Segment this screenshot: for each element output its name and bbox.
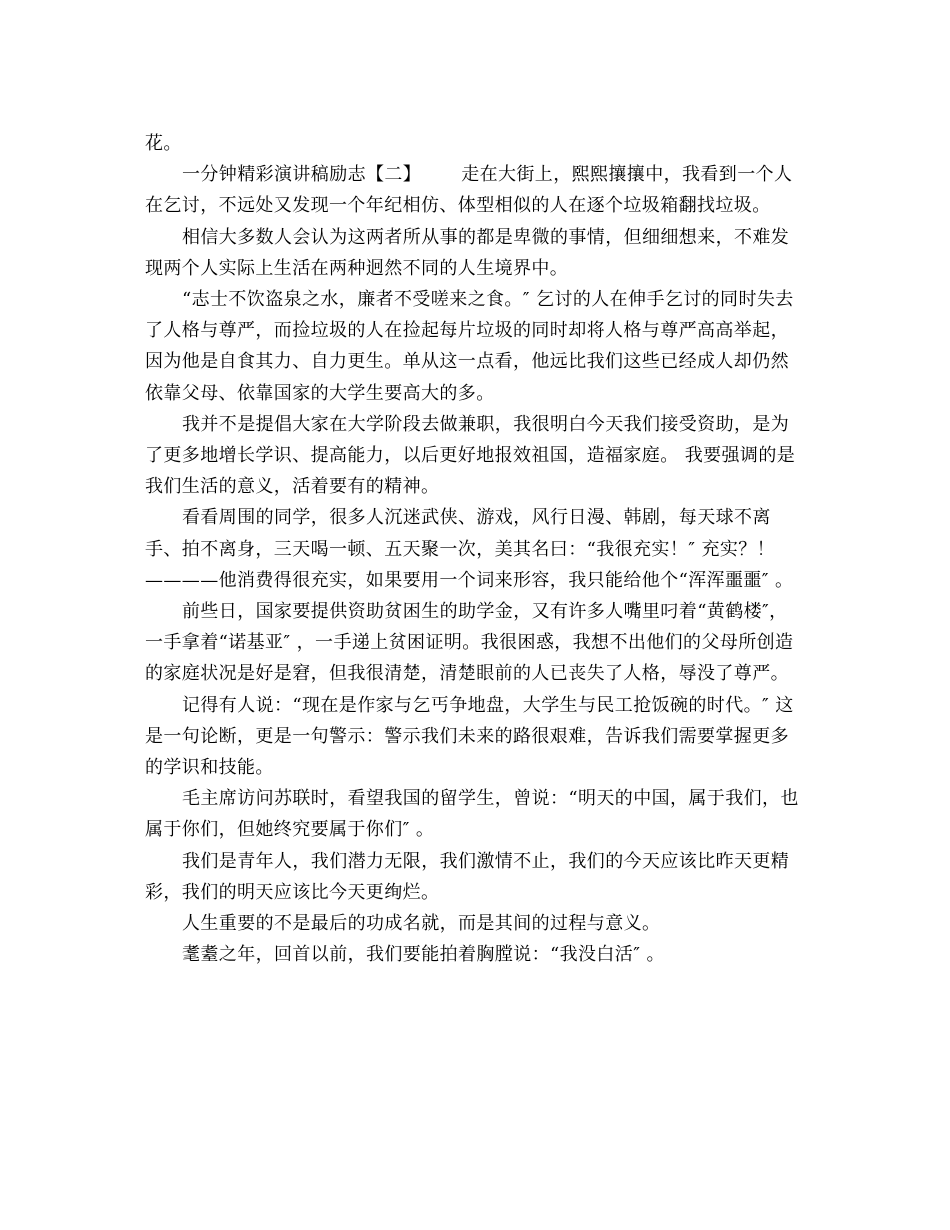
text-line: 记得有人说：“现在是作家与乞丐争地盘，大学生与民工抢饭碗的时代。″ 这 [182, 694, 794, 716]
text-line: “志士不饮盗泉之水，廉者不受嗟来之食。″ 乞讨的人在伸手乞讨的同时失去 [182, 289, 794, 311]
text-line: 在乞讨，不远处又发现一个年纪相仿、体型相似的人在逐个垃圾箱翻找垃圾。 [145, 195, 771, 217]
text-line: 前些日，国家要提供资助贫困生的助学金，又有许多人嘴里叼着“黄鹤楼″， [182, 601, 788, 623]
text-line: 一手拿着“诺基亚″ ，一手递上贫困证明。我很困惑，我想不出他们的父母所创造 [145, 632, 794, 654]
document-page [145, 128, 810, 970]
text-line: 属于你们，但她终究要属于你们″ 。 [145, 819, 435, 841]
text-line: 的家庭状况是好是窘，但我很清楚，清楚眼前的人已丧失了人格，辱没了尊严。 [145, 663, 789, 685]
text-line: 依靠父母、依靠国家的大学生要高大的多。 [145, 382, 495, 404]
text-line: 现两个人实际上生活在两种迥然不同的人生境界中。 [145, 257, 569, 279]
text-line: 手、拍不离身，三天喝一顿、五天聚一次，美其名曰：“我很充实！″ 充实？！ [145, 538, 776, 560]
text-line: 因为他是自食其力、自力更生。单从这一点看，他远比我们这些已经成人却仍然 [145, 351, 789, 373]
text-line: 看看周围的同学，很多人沉迷武侠、游戏，风行日漫、韩剧，每天球不离 [182, 507, 771, 529]
text-line: 了人格与尊严，而捡垃圾的人在捡起每片垃圾的同时却将人格与尊严高高举起， [145, 320, 789, 342]
text-line: 花。 [145, 133, 182, 154]
text-line: 我们是青年人，我们潜力无限，我们激情不止，我们的今天应该比昨天更精 [182, 850, 790, 872]
section-heading: 一分钟精彩演讲稿励志【二】 [182, 164, 422, 186]
text-line-content: 走在大街上，熙熙攘攘中，我看到一个人 [461, 164, 793, 186]
text-line: 耄耋之年，回首以前，我们要能拍着胸膛说：“我没白活″ 。 [182, 944, 665, 966]
text-line: ————他消费得很充实，如果要用一个词来形容，我只能给他个“浑浑噩噩″ 。 [145, 569, 794, 591]
text-line-with-heading [145, 159, 810, 190]
text-line: 的学识和技能。 [145, 757, 274, 779]
text-line: 我并不是提倡大家在大学阶段去做兼职，我很明白今天我们接受资助，是为 [182, 413, 790, 435]
text-line: 了更多地增长学识、提高能力，以后更好地报效祖国，造福家庭。 我要强调的是 [145, 445, 796, 467]
text-line: 是一句论断，更是一句警示：警示我们未来的路很艰难，告诉我们需要掌握更多 [145, 725, 789, 747]
text-line: 彩，我们的明天应该比今天更绚烂。 [145, 881, 440, 903]
text-line: 人生重要的不是最后的功成名就，而是其间的过程与意义。 [182, 913, 661, 935]
text-line: 毛主席访问苏联时，看望我国的留学生，曾说：“明天的中国，属于我们，也 [182, 788, 799, 810]
text-line: 我们生活的意义，活着要有的精神。 [145, 476, 440, 498]
text-line: 相信大多数人会认为这两者所从事的都是卑微的事情，但细细想来，不难发 [182, 226, 790, 248]
